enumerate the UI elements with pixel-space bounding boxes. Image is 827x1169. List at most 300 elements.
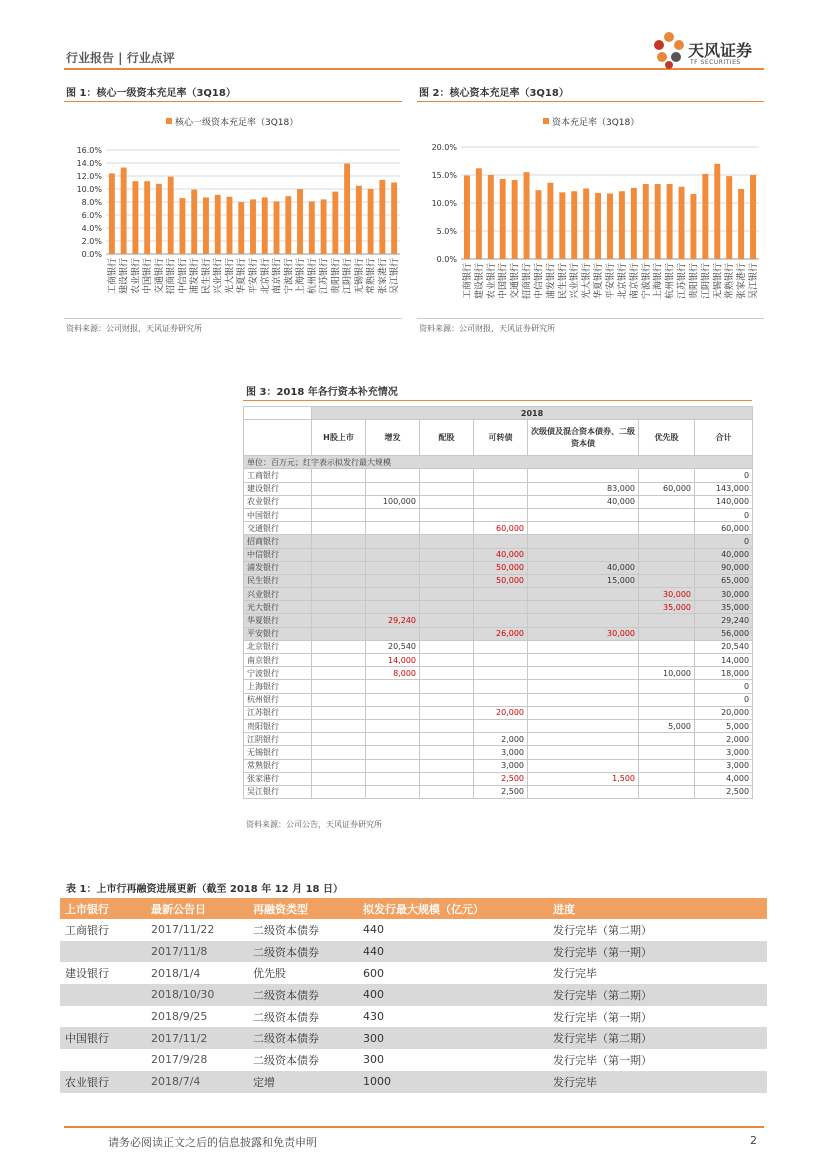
value-cell: 2,000	[695, 733, 753, 746]
table1-bank	[60, 941, 146, 963]
bar	[321, 199, 327, 254]
capital-replenishment-table	[243, 406, 753, 799]
bar	[500, 179, 506, 259]
value-cell	[639, 654, 695, 667]
value-cell	[639, 706, 695, 719]
value-cell	[312, 627, 366, 640]
bar	[332, 192, 338, 254]
y-tick-label: 10.0%	[431, 199, 457, 208]
bank-name: 中国银行	[244, 508, 312, 521]
value-cell	[420, 522, 474, 535]
chart-core-tier1	[64, 110, 404, 315]
y-tick-label: 4.0%	[81, 224, 102, 233]
table1-size: 300	[363, 1053, 384, 1067]
category-label: 建设银行	[119, 258, 130, 295]
value-cell	[528, 469, 639, 482]
value-cell	[639, 469, 695, 482]
value-cell	[474, 508, 528, 521]
bar	[750, 175, 756, 259]
category-label: 无锡银行	[713, 263, 724, 300]
value-cell: 20,000	[474, 706, 528, 719]
bar	[356, 186, 362, 254]
category-label: 招商银行	[522, 263, 533, 300]
table1-size: 440	[363, 923, 384, 937]
y-tick-label: 6.0%	[81, 211, 102, 220]
logo-name: 天风证券	[688, 41, 753, 60]
value-cell: 90,000	[695, 561, 753, 574]
table1-title: 表 1：上市行再融资进展更新（截至 2018 年 12 月 18 日）	[66, 884, 343, 895]
bank-name: 民生银行	[244, 574, 312, 587]
value-cell: 5,000	[695, 719, 753, 732]
bank-name: 无锡银行	[244, 746, 312, 759]
year-corner	[244, 407, 312, 420]
value-cell: 0	[695, 693, 753, 706]
value-cell	[312, 746, 366, 759]
category-label: 北京银行	[260, 258, 271, 295]
bar	[191, 190, 197, 254]
bank-col-header	[244, 420, 312, 456]
category-label: 北京银行	[617, 263, 628, 300]
value-cell	[528, 693, 639, 706]
bar	[738, 189, 744, 259]
footer-divider	[64, 1126, 764, 1128]
value-cell	[312, 706, 366, 719]
table-row	[60, 941, 767, 963]
table1-bank: 中国银行	[60, 1027, 146, 1049]
value-cell	[420, 482, 474, 495]
table-row	[244, 574, 753, 587]
value-cell	[528, 667, 639, 680]
value-cell	[474, 588, 528, 601]
table-row	[244, 680, 753, 693]
y-tick-label: 10.0%	[76, 185, 102, 194]
value-cell: 65,000	[695, 574, 753, 587]
bar	[215, 195, 221, 254]
table-row	[244, 561, 753, 574]
value-cell: 30,000	[695, 588, 753, 601]
value-cell	[528, 614, 639, 627]
table-row	[244, 719, 753, 732]
value-cell: 2,500	[474, 772, 528, 785]
category-label: 华夏银行	[237, 258, 248, 295]
value-cell	[312, 561, 366, 574]
category-label: 华夏银行	[594, 263, 605, 300]
table1-progress: 发行完毕（第一期）	[553, 1053, 652, 1067]
bar	[667, 184, 673, 259]
bank-name: 张家港行	[244, 772, 312, 785]
bar	[702, 174, 708, 259]
table1-date: 2017/9/28	[151, 1053, 208, 1067]
value-cell: 50,000	[474, 574, 528, 587]
value-cell	[366, 785, 420, 798]
bar	[309, 201, 315, 254]
bar	[238, 202, 244, 254]
value-cell	[312, 535, 366, 548]
value-cell: 40,000	[695, 548, 753, 561]
category-label: 中信银行	[534, 263, 545, 300]
bar	[607, 193, 613, 259]
value-cell	[528, 640, 639, 653]
value-cell	[528, 535, 639, 548]
value-cell	[312, 548, 366, 561]
value-cell: 10,000	[639, 667, 695, 680]
bank-name: 常熟银行	[244, 759, 312, 772]
value-cell	[639, 548, 695, 561]
value-cell	[639, 561, 695, 574]
table1-progress: 发行完毕（第二期）	[548, 1027, 767, 1049]
table-row	[244, 495, 753, 508]
column-header: 次级债及混合资本债券、二级资本债	[528, 420, 639, 456]
value-cell	[474, 482, 528, 495]
bar	[274, 201, 280, 254]
legend-swatch	[166, 118, 172, 124]
value-cell	[312, 601, 366, 614]
value-cell	[639, 495, 695, 508]
value-cell: 20,540	[366, 640, 420, 653]
value-cell	[420, 508, 474, 521]
value-cell	[528, 785, 639, 798]
value-cell	[639, 746, 695, 759]
category-label: 张家港行	[378, 258, 389, 295]
category-label: 张家港行	[737, 263, 748, 300]
table1-date: 2017/11/22	[151, 923, 215, 937]
value-cell: 60,000	[474, 522, 528, 535]
category-label: 常熟银行	[366, 258, 377, 295]
category-label: 南京银行	[272, 258, 283, 295]
table1-date: 2017/11/2	[146, 1027, 248, 1049]
bank-name: 农业银行	[244, 495, 312, 508]
category-label: 杭州银行	[307, 258, 318, 295]
bar	[262, 197, 268, 254]
bar	[297, 189, 303, 254]
table1-header: 上市银行	[60, 898, 146, 919]
category-label: 宁波银行	[641, 263, 652, 300]
bank-name: 交通银行	[244, 522, 312, 535]
table1-size: 300	[358, 1027, 548, 1049]
value-cell	[639, 693, 695, 706]
category-label: 民生银行	[201, 258, 212, 295]
value-cell	[366, 759, 420, 772]
bar	[464, 176, 470, 259]
table1-type: 二级资本债券	[248, 1027, 358, 1049]
category-label: 浦发银行	[546, 263, 557, 300]
column-header: H股上市	[312, 420, 366, 456]
value-cell	[420, 535, 474, 548]
value-cell	[639, 733, 695, 746]
table-row	[244, 706, 753, 719]
value-cell	[528, 508, 639, 521]
bar	[726, 176, 732, 259]
figure2-bottom-divider	[417, 318, 764, 319]
value-cell	[639, 680, 695, 693]
value-cell	[639, 627, 695, 640]
value-cell	[528, 548, 639, 561]
category-label: 吴江银行	[390, 258, 401, 295]
bar	[655, 184, 661, 259]
table1-type: 二级资本债券	[253, 1010, 319, 1024]
value-cell	[366, 535, 420, 548]
figure1-source: 资料来源：公司财报，天风证券研究所	[66, 324, 202, 333]
value-cell	[528, 654, 639, 667]
value-cell: 40,000	[528, 495, 639, 508]
value-cell	[312, 495, 366, 508]
table-row	[244, 469, 753, 482]
value-cell	[312, 640, 366, 653]
table-row	[244, 601, 753, 614]
bar	[488, 175, 494, 259]
value-cell	[420, 548, 474, 561]
disclaimer-text: 请务必阅读正文之后的信息披露和免责申明	[108, 1136, 317, 1149]
value-cell: 35,000	[695, 601, 753, 614]
value-cell	[420, 469, 474, 482]
value-cell	[366, 772, 420, 785]
bank-name: 工商银行	[244, 469, 312, 482]
value-cell: 60,000	[639, 482, 695, 495]
value-cell	[639, 574, 695, 587]
refinancing-progress-table	[60, 898, 767, 1093]
category-label: 工商银行	[462, 263, 473, 300]
table1-date: 2017/11/8	[146, 941, 248, 963]
bank-name: 光大银行	[244, 601, 312, 614]
bar	[547, 183, 553, 259]
y-tick-label: 2.0%	[81, 237, 102, 246]
category-label: 吴江银行	[749, 263, 760, 300]
figure2-title: 图 2：核心资本充足率（3Q18）	[419, 88, 569, 99]
bank-name: 宁波银行	[244, 667, 312, 680]
value-cell	[420, 746, 474, 759]
value-cell	[420, 719, 474, 732]
table-row	[60, 984, 767, 1006]
table-row	[244, 693, 753, 706]
bar	[144, 181, 150, 254]
value-cell: 60,000	[695, 522, 753, 535]
value-cell	[420, 654, 474, 667]
table1-progress: 发行完毕（第一期）	[553, 1010, 652, 1024]
bank-name: 吴江银行	[244, 785, 312, 798]
table1-bank: 工商银行	[65, 923, 109, 937]
bar	[512, 180, 518, 259]
table1-progress: 发行完毕（第二期）	[548, 984, 767, 1006]
bank-name: 江苏银行	[244, 706, 312, 719]
chart-capital-adequacy	[417, 110, 764, 315]
value-cell	[474, 693, 528, 706]
value-cell	[312, 772, 366, 785]
table1-bank	[60, 1006, 146, 1028]
table1-date: 2018/9/25	[151, 1010, 208, 1024]
bar	[121, 168, 127, 254]
value-cell	[420, 588, 474, 601]
value-cell: 3,000	[474, 746, 528, 759]
table-row	[244, 482, 753, 495]
value-cell: 0	[695, 680, 753, 693]
category-label: 平安银行	[249, 258, 259, 295]
bank-name: 江阴银行	[244, 733, 312, 746]
value-cell	[420, 601, 474, 614]
report-category: 行业报告 | 行业点评	[66, 51, 175, 65]
table1-size: 400	[358, 984, 548, 1006]
value-cell	[474, 469, 528, 482]
value-cell	[366, 706, 420, 719]
table-row	[60, 962, 767, 984]
value-cell	[312, 654, 366, 667]
category-label: 光大银行	[582, 263, 593, 300]
value-cell	[366, 548, 420, 561]
page-number: 2	[750, 1134, 757, 1147]
category-label: 交通银行	[154, 258, 165, 295]
value-cell	[474, 535, 528, 548]
table1-progress: 发行完毕（第一期）	[548, 941, 767, 963]
value-cell	[366, 574, 420, 587]
value-cell	[639, 508, 695, 521]
value-cell	[420, 627, 474, 640]
category-label: 贵阳银行	[689, 263, 700, 300]
table1-size: 430	[363, 1010, 384, 1024]
bar	[559, 192, 565, 259]
value-cell	[366, 601, 420, 614]
table1-bank: 建设银行	[65, 967, 109, 981]
value-cell	[366, 508, 420, 521]
table-row	[244, 654, 753, 667]
figure1-bottom-divider	[64, 318, 402, 319]
value-cell	[366, 627, 420, 640]
category-label: 江阴银行	[701, 263, 712, 300]
value-cell	[639, 522, 695, 535]
value-cell: 30,000	[639, 588, 695, 601]
bar	[132, 181, 138, 254]
y-tick-label: 12.0%	[76, 172, 102, 181]
category-label: 兴业银行	[213, 258, 224, 295]
value-cell	[474, 601, 528, 614]
bar	[619, 191, 625, 259]
value-cell	[528, 601, 639, 614]
category-label: 交通银行	[510, 263, 521, 300]
value-cell: 0	[695, 508, 753, 521]
figure3-title: 图 3：2018 年各行资本补充情况	[246, 387, 398, 398]
value-cell	[420, 614, 474, 627]
table-row	[244, 772, 753, 785]
table1-date: 2018/7/4	[146, 1071, 248, 1093]
value-cell	[474, 719, 528, 732]
value-cell	[366, 746, 420, 759]
value-cell	[639, 614, 695, 627]
year-header: 2018	[312, 407, 753, 420]
category-label: 中国银行	[143, 258, 154, 295]
value-cell: 3,000	[695, 746, 753, 759]
value-cell	[528, 746, 639, 759]
value-cell	[528, 522, 639, 535]
table1-size: 600	[363, 966, 384, 980]
bar	[583, 188, 589, 259]
bar	[203, 197, 209, 254]
category-label: 江阴银行	[343, 258, 354, 295]
value-cell	[528, 680, 639, 693]
value-cell	[528, 733, 639, 746]
value-cell	[474, 654, 528, 667]
table1-progress: 发行完毕	[553, 967, 597, 981]
value-cell	[312, 785, 366, 798]
category-label: 平安银行	[606, 263, 616, 300]
table-row	[244, 535, 753, 548]
legend-swatch	[543, 118, 549, 124]
table-row	[60, 919, 767, 941]
y-tick-label: 15.0%	[431, 171, 457, 180]
bar	[227, 197, 233, 254]
bank-name: 北京银行	[244, 640, 312, 653]
value-cell: 3,000	[474, 759, 528, 772]
value-cell: 40,000	[474, 548, 528, 561]
table1-date: 2018/10/30	[146, 984, 248, 1006]
bar	[571, 191, 577, 259]
figure1-divider	[64, 101, 402, 102]
y-tick-label: 8.0%	[81, 198, 102, 207]
category-label: 招商银行	[166, 258, 177, 295]
value-cell	[312, 508, 366, 521]
value-cell	[420, 561, 474, 574]
value-cell	[312, 574, 366, 587]
bank-name: 杭州银行	[244, 693, 312, 706]
category-label: 宁波银行	[284, 258, 295, 295]
value-cell: 3,000	[695, 759, 753, 772]
value-cell	[528, 719, 639, 732]
value-cell	[366, 469, 420, 482]
category-label: 兴业银行	[570, 263, 581, 300]
value-cell	[312, 693, 366, 706]
value-cell: 2,500	[695, 785, 753, 798]
table1-bank	[60, 984, 146, 1006]
value-cell	[312, 614, 366, 627]
column-header: 增发	[366, 420, 420, 456]
bank-name: 华夏银行	[244, 614, 312, 627]
value-cell: 4,000	[695, 772, 753, 785]
value-cell	[366, 719, 420, 732]
table1-header: 拟发行最大规模（亿元）	[358, 898, 548, 919]
table1-date: 2018/1/4	[151, 966, 201, 980]
table-row	[244, 733, 753, 746]
category-label: 农业银行	[486, 263, 497, 300]
table1-type: 二级资本债券	[253, 923, 319, 937]
bar	[690, 194, 696, 259]
value-cell: 14,000	[695, 654, 753, 667]
value-cell	[474, 667, 528, 680]
bar	[524, 172, 530, 259]
bar	[714, 164, 720, 259]
value-cell: 40,000	[528, 561, 639, 574]
table1-header: 进度	[548, 898, 767, 919]
value-cell: 2,000	[474, 733, 528, 746]
value-cell	[312, 522, 366, 535]
category-label: 建设银行	[474, 263, 485, 300]
value-cell: 8,000	[366, 667, 420, 680]
value-cell	[420, 772, 474, 785]
value-cell	[420, 680, 474, 693]
category-label: 南京银行	[629, 263, 640, 300]
value-cell	[420, 785, 474, 798]
bar	[631, 188, 637, 259]
table1-header: 再融资类型	[248, 898, 358, 919]
value-cell: 140,000	[695, 495, 753, 508]
value-cell	[366, 522, 420, 535]
logo-icon	[652, 30, 686, 70]
bar	[180, 198, 186, 254]
value-cell	[312, 733, 366, 746]
legend-label: 核心一级资本充足率（3Q18）	[175, 118, 299, 128]
column-header: 配股	[420, 420, 474, 456]
table1-size: 1000	[358, 1071, 548, 1093]
table1-type: 二级资本债券	[253, 1053, 319, 1067]
table1-type: 定增	[248, 1071, 358, 1093]
value-cell	[312, 719, 366, 732]
table-row	[244, 759, 753, 772]
